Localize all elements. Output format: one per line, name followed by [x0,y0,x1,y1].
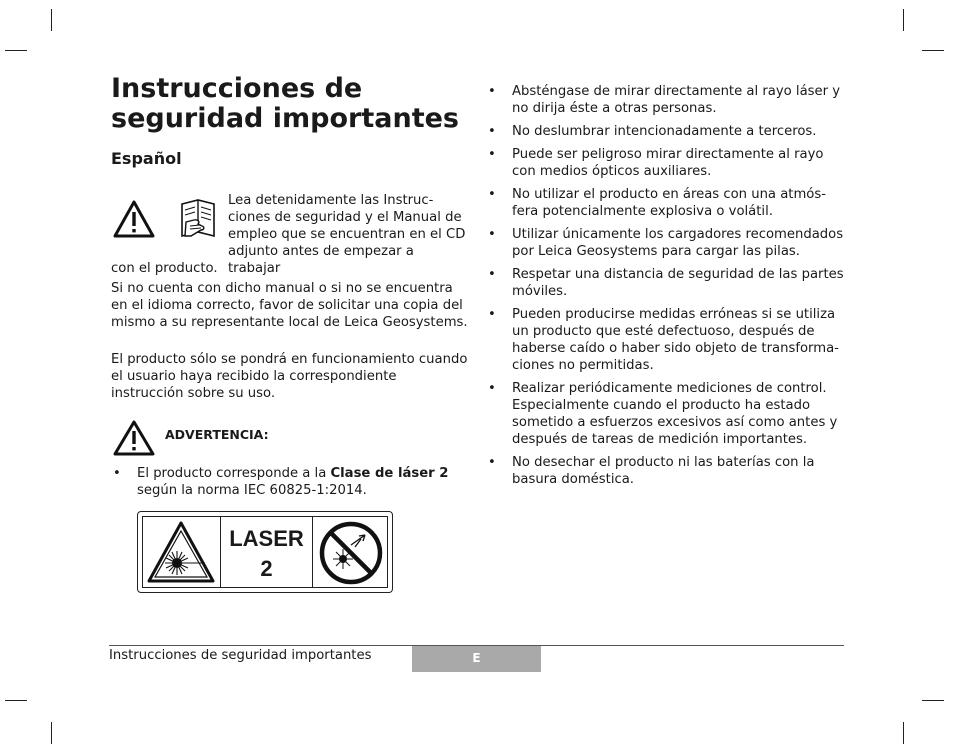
safety-bullet-list [488,83,844,494]
crop-mark [51,722,52,744]
crop-mark [903,9,904,31]
list-item-text: Pueden producirse medidas erróneas si se utiliza un producto que esté defectuoso, después de haberse caído o haber sido objeto de transforma-ciones no permitidas. [512,307,839,373]
language-heading: Español [111,149,182,168]
bullet-text-post: según la norma IEC 60825-1:2014. [137,483,367,498]
list-item [488,380,844,448]
intro-text: Lea detenidamente las Instruc-ciones de seguridad y el Manual de empleo que se encuentran en el CD adjunto antes de empezar a trabajar [228,193,466,276]
list-item [488,146,844,180]
laser-class-text-cell [221,517,313,587]
warning-label: ADVERTENCIA: [165,427,269,442]
bullet-symbol: • [488,227,496,242]
warning-triangle-icon [112,199,156,239]
no-stare-cell [313,517,387,587]
list-item [488,266,844,300]
crop-mark [51,9,52,31]
laser-word: LASER [229,526,304,551]
bullet-symbol: • [488,187,496,202]
laser-class-bullet [113,465,467,499]
bullet-symbol: • [488,381,496,396]
operation-instruction-text: El producto sólo se pondrá en funcionamiento cuando el usuario haya recibido la correspondiente instrucción sobre su uso. [111,352,468,401]
crop-mark [5,50,27,51]
crop-mark [922,700,944,701]
laser-class-label [137,511,393,593]
bullet-symbol: • [488,307,496,322]
manual-request-text: Si no cuenta con dicho manual o si no se encuentra en el idioma correcto, favor de solicitar una copia del mismo a su representante local de Leica Geosystems. [111,281,468,330]
bullet-symbol: • [488,267,496,282]
crop-mark [903,722,904,744]
list-item-text: Absténgase de mirar directamente al rayo láser y no dirija éste a otras personas. [512,84,841,116]
list-item [488,123,844,140]
language-tab: E [412,646,541,672]
no-stare-into-beam-icon [313,517,387,589]
laser-class-number: 2 [260,556,273,581]
list-item-text: Puede ser peligroso mirar directamente al rayo con medios ópticos auxiliares. [512,147,824,179]
laser-class-text: Clase de láser 2 [330,466,449,481]
list-item-text: Realizar periódicamente mediciones de control. Especialmente cuando el producto ha estado sometido a esfuerzos excesivos así como antes y después de tareas de medición importantes. [512,381,838,447]
intro-text-continued: con el producto. [111,261,218,276]
laser-hazard-icon [143,517,219,589]
read-manual-icon [176,196,221,240]
list-item [488,454,844,488]
page-title: Instrucciones de seguridad importantes [111,73,459,134]
bullet-symbol: • [488,147,496,162]
list-item [488,186,844,220]
list-item [488,226,844,260]
bullet-text-pre: El producto corresponde a la [137,466,331,481]
laser-hazard-cell [143,517,221,587]
footer-title: Instrucciones de seguridad importantes [109,648,372,663]
bullet-symbol: • [488,455,496,470]
bullet-symbol: • [488,84,496,99]
warning-triangle-icon [112,419,156,457]
crop-mark [922,50,944,51]
list-item-text: No deslumbrar intencionadamente a terceros. [512,124,817,139]
list-item-text: Respetar una distancia de seguridad de las partes móviles. [512,267,844,299]
bullet-symbol: • [113,466,121,481]
list-item-text: No utilizar el producto en áreas con una atmós-fera potencialmente explosiva o volátil. [512,187,827,219]
list-item [488,306,844,374]
list-item [488,83,844,117]
list-item-text: No desechar el producto ni las baterías con la basura doméstica. [512,455,815,487]
list-item-text: Utilizar únicamente los cargadores recomendados por Leica Geosystems para cargar las pilas. [512,227,844,259]
bullet-symbol: • [488,124,496,139]
crop-mark [5,700,27,701]
